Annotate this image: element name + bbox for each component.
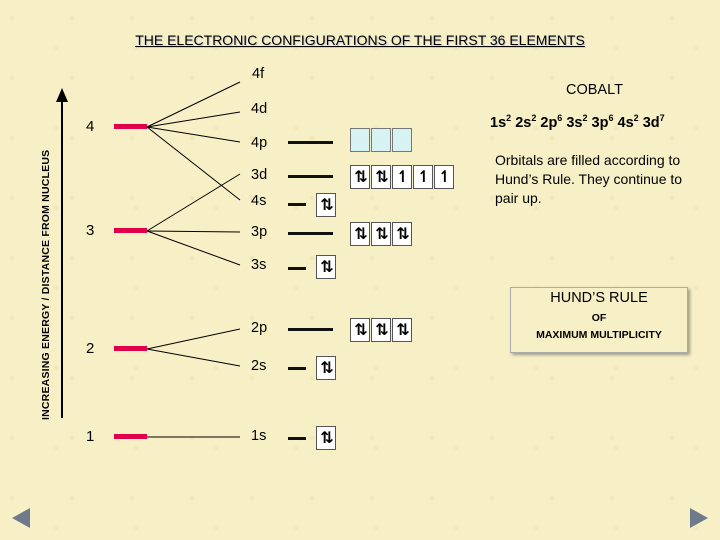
axis-label: INCREASING ENERGY / DISTANCE FROM NUCLEUS: [40, 149, 52, 420]
orbital-box-3d-5: ↿: [434, 165, 454, 189]
orbital-box-3p-2: ⇅: [371, 222, 391, 246]
config-orbital: 2s: [515, 114, 532, 131]
level-4p: [288, 141, 333, 144]
shell-number-2: 2: [86, 340, 95, 357]
orbital-box-4p-3: [392, 128, 412, 152]
hunds-rule-title: HUND’S RULE: [550, 290, 648, 306]
orbital-box-3p-1: ⇅: [350, 222, 370, 246]
hunds-rule-note: Orbitals are filled according to Hund’s Rule. They continue to pair up.: [495, 152, 683, 206]
config-electrons: 7: [659, 113, 665, 123]
config-orbital: 3p: [591, 114, 609, 131]
hunds-rule-box: [510, 287, 688, 353]
orbital-box-2p-2: ⇅: [371, 318, 391, 342]
orbital-box-3s: ⇅: [316, 255, 336, 279]
orbital-box-4s: ⇅: [316, 193, 336, 217]
level-1s: [288, 437, 306, 440]
orbital-box-1s: ⇅: [316, 426, 336, 450]
shell-number-4: 4: [86, 118, 95, 135]
subshell-label-2p: 2p: [251, 320, 268, 336]
config-orbital: 3d: [642, 114, 660, 131]
subshell-label-3d: 3d: [251, 167, 268, 183]
orbital-box-3d-3: ↿: [392, 165, 412, 189]
shell-number-3: 3: [86, 222, 95, 239]
config-orbital: 4s: [617, 114, 634, 131]
config-orbital: 1s: [490, 114, 507, 131]
subshell-label-3s: 3s: [251, 257, 267, 273]
config-electrons: 2: [531, 113, 537, 123]
level-3s: [288, 267, 306, 270]
hunds-rule-of: OF: [591, 312, 607, 324]
orbital-box-3d-4: ↿: [413, 165, 433, 189]
config-electrons: 2: [506, 113, 512, 123]
level-4s: [288, 203, 306, 206]
subshell-label-4s: 4s: [251, 193, 267, 209]
hunds-rule-subtitle: MAXIMUM MULTIPLICITY: [536, 329, 662, 341]
level-3p: [288, 232, 333, 235]
orbital-box-4p-1: [350, 128, 370, 152]
subshell-label-4f: 4f: [252, 66, 265, 82]
subshell-label-1s: 1s: [251, 428, 267, 444]
orbital-box-3d-1: ⇅: [350, 165, 370, 189]
orbital-box-3p-3: ⇅: [392, 222, 412, 246]
orbital-box-2p-3: ⇅: [392, 318, 412, 342]
element-name: COBALT: [566, 82, 623, 98]
electron-configuration: [490, 113, 665, 131]
orbital-box-2p-1: ⇅: [350, 318, 370, 342]
level-3d: [288, 175, 333, 178]
orbital-box-2s: ⇅: [316, 356, 336, 380]
orbital-box-3d-2: ⇅: [371, 165, 391, 189]
next-arrow-icon[interactable]: [690, 508, 708, 528]
orbital-box-4p-2: [371, 128, 391, 152]
level-2p: [288, 328, 333, 331]
config-orbital: 3s: [566, 114, 583, 131]
subshell-label-2s: 2s: [251, 358, 267, 374]
subshell-label-4d: 4d: [251, 101, 268, 117]
config-electrons: 2: [633, 113, 639, 123]
config-electrons: 6: [557, 113, 563, 123]
level-2s: [288, 367, 306, 370]
config-electrons: 6: [608, 113, 614, 123]
subshell-label-3p: 3p: [251, 224, 268, 240]
config-electrons: 2: [582, 113, 588, 123]
page-title: THE ELECTRONIC CONFIGURATIONS OF THE FIRST 36 ELEMENTS: [135, 32, 585, 48]
shell-number-1: 1: [86, 428, 95, 445]
config-orbital: 2p: [540, 114, 558, 131]
subshell-label-4p: 4p: [251, 135, 268, 151]
previous-arrow-icon[interactable]: [12, 508, 30, 528]
